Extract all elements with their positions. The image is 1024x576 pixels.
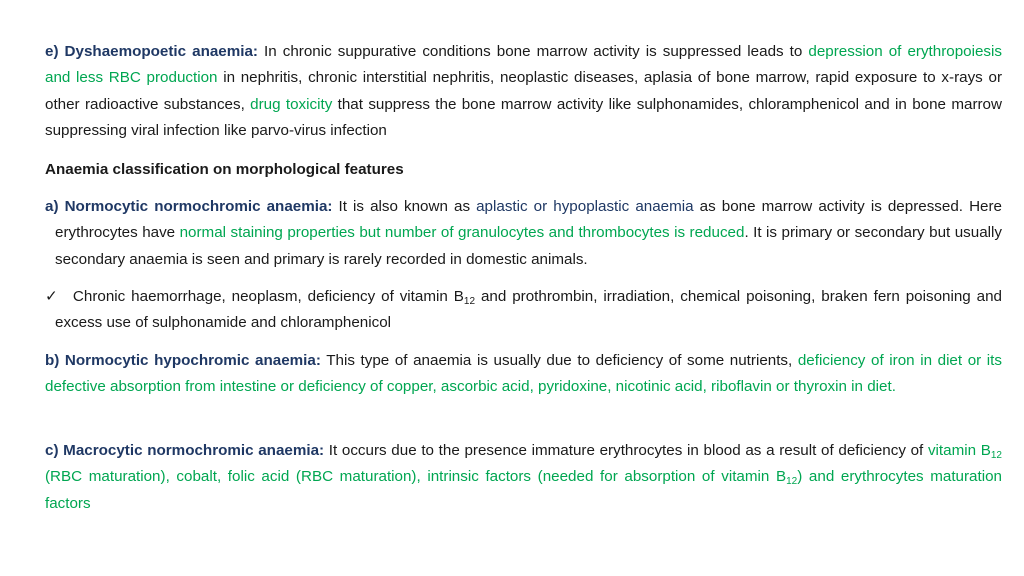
- text: In chronic suppurative conditions bone marrow activity is suppressed leads to: [257, 43, 809, 60]
- highlight-text: vitamin B: [927, 442, 991, 459]
- heading-macrocytic-normochromic: c) Macrocytic normochromic anaemia:: [45, 442, 325, 459]
- highlight-text: (RBC maturation), cobalt, folic acid (RBC maturation), intrinsic factors (needed for absorption of vitamin B: [45, 468, 787, 486]
- heading-normocytic-hypochromic: b) Normocytic hypochromic anaemia:: [45, 352, 321, 369]
- text: as bone marrow activity is depressed. Here erythrocytes have: [55, 198, 1002, 242]
- text: It is also known as: [332, 198, 477, 215]
- text: . It is primary or secondary but usually secondary anaemia is seen and primary is rarely recorded in domestic animals.: [55, 224, 1002, 268]
- text: This type of anaemia is usually due to deficiency of some nutrients,: [320, 352, 798, 369]
- bullet-causes: [45, 284, 1002, 337]
- heading-dyshaemopoetic: e) Dyshaemopoetic anaemia:: [45, 43, 258, 60]
- highlight-text: ) and erythrocytes maturation factors: [45, 468, 1002, 512]
- highlight-text: deficiency of iron in diet or its defective absorption from intestine or deficiency of copper, ascorbic acid, pyridoxine, nicotinic acid, riboflavin or thyroxin in diet.: [45, 352, 1002, 396]
- highlight-text: depression of erythropoiesis and less RBC production: [45, 43, 1002, 87]
- paragraph-normocytic-hypochromic: [45, 348, 1002, 401]
- paragraph-normocytic-normochromic: [45, 194, 1002, 273]
- text: that suppress the bone marrow activity like sulphonamides, chloramphenicol and in bone marrow suppressing viral infection like parvo-virus infection: [45, 95, 1002, 140]
- subscript: 12: [990, 450, 1002, 461]
- highlight-text: normal staining properties but number of granulocytes and thrombocytes is reduced: [179, 224, 745, 242]
- heading-normocytic-normochromic: a) Normocytic normochromic anaemia:: [45, 198, 333, 215]
- subscript: 12: [786, 476, 798, 488]
- paragraph-macrocytic-normochromic: [45, 438, 1002, 517]
- text: Chronic haemorrhage, neoplasm, deficiency of vitamin B: [67, 288, 464, 305]
- text: It occurs due to the presence immature erythrocytes in blood as a result of deficiency of: [324, 442, 928, 459]
- text: and prothrombin, irradiation, chemical poisoning, braken fern poisoning and excess use of sulphonamide and chloramphenicol: [55, 288, 1002, 332]
- section-title-text: Anaemia classification on morphological features: [45, 161, 404, 178]
- highlight-text: drug toxicity: [250, 95, 333, 113]
- text: in nephritis, chronic interstitial nephritis, neoplastic diseases, aplasia of bone marrow, rapid exposure to x-rays or other radioactive substances,: [45, 69, 1002, 113]
- section-title: [45, 157, 1002, 183]
- checkmark-icon: ✓: [45, 288, 58, 305]
- blue-text: aplastic or hypoplastic anaemia: [476, 198, 694, 215]
- subscript: 12: [463, 296, 476, 307]
- paragraph-dyshaemopoetic: [45, 39, 1002, 145]
